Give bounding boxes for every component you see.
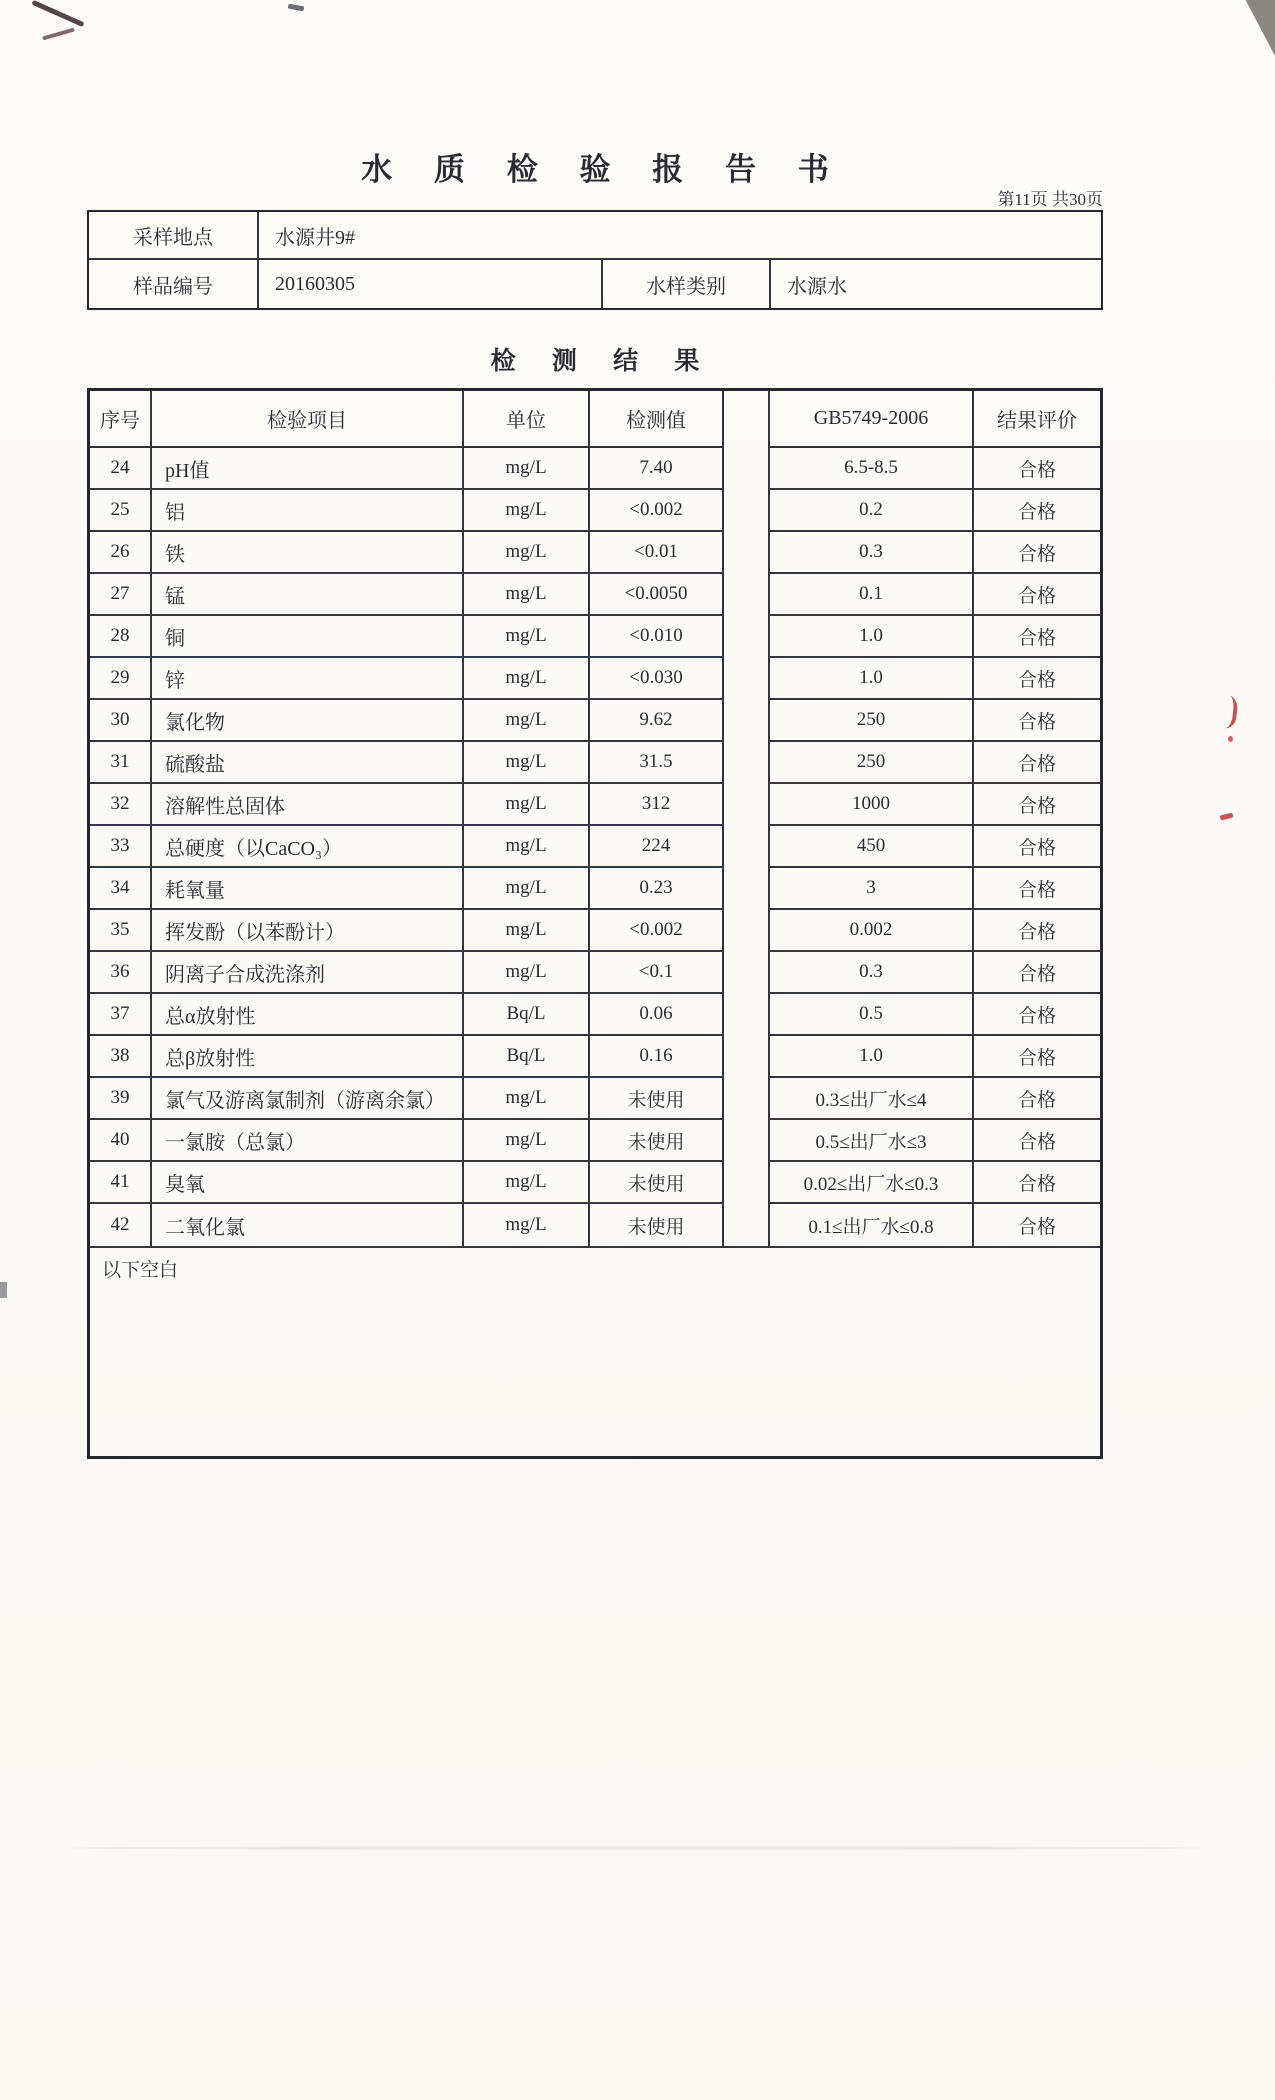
cell-item: 溶解性总固体 xyxy=(152,784,464,824)
cell-standard-limit: 1.0 xyxy=(770,658,974,698)
section-title-results: 检 测 结 果 xyxy=(490,348,715,375)
table-row xyxy=(90,574,1100,616)
table-row xyxy=(90,826,1100,868)
cell-item: 臭氧 xyxy=(152,1162,464,1202)
cell-item: 耗氧量 xyxy=(152,868,464,908)
table-row xyxy=(90,910,1100,952)
cell-measured-value: 未使用 xyxy=(590,1078,724,1118)
table-row xyxy=(90,1036,1100,1078)
cell-measured-value: <0.002 xyxy=(590,490,724,530)
cell-unit: Bq/L xyxy=(464,994,590,1034)
cell-seq: 32 xyxy=(90,784,152,824)
header-seq: 序号 xyxy=(90,391,152,446)
cell-evaluation: 合格 xyxy=(1017,543,1056,565)
cell-evaluation: 合格 xyxy=(1017,963,1056,985)
water-type-label: 水样类别 xyxy=(603,260,771,308)
header-value: 检测值 xyxy=(590,391,724,446)
cell-standard-limit: 0.5≤出厂水≤3 xyxy=(770,1120,974,1160)
cell-evaluation: 合格 xyxy=(1017,459,1056,481)
cell-measured-value: <0.030 xyxy=(590,658,724,698)
cell-unit: mg/L xyxy=(464,742,590,782)
cell-measured-value: 0.23 xyxy=(590,868,724,908)
cell-seq: 27 xyxy=(90,574,152,614)
cell-unit: mg/L xyxy=(464,448,590,488)
cell-seq: 26 xyxy=(90,532,152,572)
page-number-info: 第11页 共30页 xyxy=(997,190,1103,209)
table-gap-strip xyxy=(724,448,768,490)
sampling-location-value: 水源井9# xyxy=(275,226,355,249)
cell-measured-value: <0.0050 xyxy=(590,574,724,614)
cell-item: 锌 xyxy=(152,658,464,698)
cell-item: 二氧化氯 xyxy=(152,1204,464,1246)
table-row xyxy=(90,742,1100,784)
table-gap-strip xyxy=(724,574,768,616)
cell-standard-limit: 0.3 xyxy=(770,952,974,992)
cell-unit: mg/L xyxy=(464,658,590,698)
table-gap-strip xyxy=(724,784,768,826)
cell-seq: 35 xyxy=(90,910,152,950)
cell-unit: mg/L xyxy=(464,1078,590,1118)
sample-number-value: 20160305 xyxy=(259,260,603,308)
cell-item: 氯气及游离氯制剂（游离余氯） xyxy=(152,1078,464,1118)
cell-evaluation: 合格 xyxy=(1017,921,1056,943)
table-gap-strip xyxy=(724,1162,768,1204)
table-row xyxy=(90,700,1100,742)
scan-mark-top-right-corner xyxy=(1243,0,1275,56)
sample-row-location xyxy=(89,212,1101,260)
header-evaluation: 结果评价 xyxy=(997,410,1077,432)
cell-item: 铁 xyxy=(152,532,464,572)
table-gap-strip xyxy=(724,700,768,742)
cell-measured-value: 224 xyxy=(590,826,724,866)
table-gap-strip xyxy=(724,1036,768,1078)
cell-evaluation: 合格 xyxy=(1017,1047,1056,1069)
cell-seq: 41 xyxy=(90,1162,152,1202)
cell-item: 铝 xyxy=(152,490,464,530)
sample-row-number xyxy=(89,260,1101,308)
cell-evaluation: 合格 xyxy=(1017,711,1056,733)
table-row xyxy=(90,994,1100,1036)
cell-seq: 30 xyxy=(90,700,152,740)
cell-measured-value: 31.5 xyxy=(590,742,724,782)
cell-measured-value: 0.16 xyxy=(590,1036,724,1076)
cell-seq: 24 xyxy=(90,448,152,488)
header-unit: 单位 xyxy=(464,391,590,446)
cell-standard-limit: 250 xyxy=(770,700,974,740)
cell-standard-limit: 6.5-8.5 xyxy=(770,448,974,488)
results-header-row xyxy=(90,391,1100,448)
cell-seq: 34 xyxy=(90,868,152,908)
cell-unit: mg/L xyxy=(464,616,590,656)
cell-item: 一氯胺（总氯） xyxy=(152,1120,464,1160)
scan-mark-top-left-1 xyxy=(31,0,84,27)
cell-unit: mg/L xyxy=(464,784,590,824)
table-row xyxy=(90,1162,1100,1204)
cell-measured-value: 7.40 xyxy=(590,448,724,488)
table-gap-strip xyxy=(724,616,768,658)
sample-info-table xyxy=(87,210,1103,310)
table-gap-strip xyxy=(724,391,768,448)
cell-seq: 42 xyxy=(90,1204,152,1246)
cell-seq: 31 xyxy=(90,742,152,782)
table-gap-strip xyxy=(724,490,768,532)
table-row xyxy=(90,1120,1100,1162)
cell-item: pH值 xyxy=(152,448,464,488)
cell-standard-limit: 0.02≤出厂水≤0.3 xyxy=(770,1162,974,1202)
scan-mark-top-left-2 xyxy=(42,28,75,41)
cell-seq: 37 xyxy=(90,994,152,1034)
blank-below-box xyxy=(90,1246,1100,1456)
cell-evaluation: 合格 xyxy=(1017,795,1056,817)
cell-standard-limit: 0.3≤出厂水≤4 xyxy=(770,1078,974,1118)
scan-page-edge-shadow xyxy=(70,1846,1200,1850)
results-rows xyxy=(90,448,1100,1246)
cell-evaluation: 合格 xyxy=(1017,669,1056,691)
table-gap-strip xyxy=(724,1204,768,1246)
cell-measured-value: 未使用 xyxy=(590,1162,724,1202)
table-row xyxy=(90,784,1100,826)
document-title: 水 质 检 验 报 告 书 xyxy=(361,152,846,187)
cell-standard-limit: 0.1≤出厂水≤0.8 xyxy=(770,1204,974,1246)
cell-unit: mg/L xyxy=(464,1162,590,1202)
cell-unit: mg/L xyxy=(464,490,590,530)
water-type-value: 水源水 xyxy=(787,275,847,298)
cell-seq: 29 xyxy=(90,658,152,698)
cell-evaluation: 合格 xyxy=(1017,1131,1056,1153)
table-gap-strip xyxy=(724,742,768,784)
table-row xyxy=(90,952,1100,994)
cell-unit: mg/L xyxy=(464,826,590,866)
cell-standard-limit: 1.0 xyxy=(770,616,974,656)
cell-measured-value: 未使用 xyxy=(590,1120,724,1160)
cell-item: 铜 xyxy=(152,616,464,656)
cell-evaluation: 合格 xyxy=(1017,1173,1056,1195)
cell-item: 氯化物 xyxy=(152,700,464,740)
cell-evaluation: 合格 xyxy=(1017,1216,1056,1238)
cell-unit: mg/L xyxy=(464,868,590,908)
cell-evaluation: 合格 xyxy=(1017,879,1056,901)
cell-standard-limit: 0.3 xyxy=(770,532,974,572)
header-item: 检验项目 xyxy=(152,391,464,446)
cell-standard-limit: 0.002 xyxy=(770,910,974,950)
cell-measured-value: <0.01 xyxy=(590,532,724,572)
blank-below-label: 以下空白 xyxy=(102,1260,179,1281)
cell-unit: mg/L xyxy=(464,1120,590,1160)
cell-standard-limit: 450 xyxy=(770,826,974,866)
table-gap-strip xyxy=(724,658,768,700)
cell-seq: 25 xyxy=(90,490,152,530)
cell-standard-limit: 0.5 xyxy=(770,994,974,1034)
table-row xyxy=(90,490,1100,532)
cell-item: 挥发酚（以苯酚计） xyxy=(152,910,464,950)
red-ink-dot xyxy=(1228,736,1233,742)
cell-item: 总α放射性 xyxy=(152,994,464,1034)
cell-seq: 33 xyxy=(90,826,152,866)
cell-item: 锰 xyxy=(152,574,464,614)
cell-measured-value: 未使用 xyxy=(590,1204,724,1246)
red-ink-squiggle xyxy=(1224,695,1239,729)
cell-unit: mg/L xyxy=(464,532,590,572)
table-gap-strip xyxy=(724,532,768,574)
cell-evaluation: 合格 xyxy=(1017,585,1056,607)
cell-unit: mg/L xyxy=(464,700,590,740)
results-table xyxy=(87,388,1103,1459)
table-row xyxy=(90,616,1100,658)
cell-seq: 36 xyxy=(90,952,152,992)
cell-evaluation: 合格 xyxy=(1017,627,1056,649)
cell-standard-limit: 0.2 xyxy=(770,490,974,530)
cell-evaluation: 合格 xyxy=(1017,753,1056,775)
cell-evaluation: 合格 xyxy=(1017,1005,1056,1027)
table-gap-strip xyxy=(724,910,768,952)
cell-measured-value: <0.010 xyxy=(590,616,724,656)
cell-measured-value: <0.002 xyxy=(590,910,724,950)
scan-mark-left-edge xyxy=(0,1282,7,1298)
cell-standard-limit: 3 xyxy=(770,868,974,908)
cell-measured-value: 312 xyxy=(590,784,724,824)
cell-evaluation: 合格 xyxy=(1017,1089,1056,1111)
cell-item: 总β放射性 xyxy=(152,1036,464,1076)
cell-item: 硫酸盐 xyxy=(152,742,464,782)
table-gap-strip xyxy=(724,994,768,1036)
red-ink-dash xyxy=(1220,813,1234,821)
cell-standard-limit: 250 xyxy=(770,742,974,782)
cell-measured-value: <0.1 xyxy=(590,952,724,992)
cell-measured-value: 9.62 xyxy=(590,700,724,740)
cell-seq: 39 xyxy=(90,1078,152,1118)
table-gap-strip xyxy=(724,1120,768,1162)
table-gap-strip xyxy=(724,826,768,868)
cell-evaluation: 合格 xyxy=(1017,501,1056,523)
cell-item: 阴离子合成洗涤剂 xyxy=(152,952,464,992)
cell-seq: 40 xyxy=(90,1120,152,1160)
scan-mark-top-center xyxy=(288,4,305,12)
cell-unit: mg/L xyxy=(464,1204,590,1246)
table-row xyxy=(90,658,1100,700)
sample-number-label: 样品编号 xyxy=(89,260,259,308)
cell-seq: 38 xyxy=(90,1036,152,1076)
table-row xyxy=(90,1078,1100,1120)
cell-unit: Bq/L xyxy=(464,1036,590,1076)
cell-unit: mg/L xyxy=(464,952,590,992)
table-row xyxy=(90,532,1100,574)
cell-measured-value: 0.06 xyxy=(590,994,724,1034)
cell-standard-limit: 1.0 xyxy=(770,1036,974,1076)
cell-standard-limit: 1000 xyxy=(770,784,974,824)
table-gap-strip xyxy=(724,1078,768,1120)
table-gap-strip xyxy=(724,868,768,910)
table-gap-strip xyxy=(724,952,768,994)
cell-seq: 28 xyxy=(90,616,152,656)
cell-unit: mg/L xyxy=(464,574,590,614)
cell-evaluation: 合格 xyxy=(1017,837,1056,859)
sampling-location-label: 采样地点 xyxy=(89,212,259,258)
cell-standard-limit: 0.1 xyxy=(770,574,974,614)
cell-item: 总硬度（以CaCO₃） xyxy=(152,826,464,866)
table-row xyxy=(90,448,1100,490)
header-standard: GB5749-2006 xyxy=(770,391,974,446)
cell-unit: mg/L xyxy=(464,910,590,950)
table-row xyxy=(90,1204,1100,1246)
table-row xyxy=(90,868,1100,910)
